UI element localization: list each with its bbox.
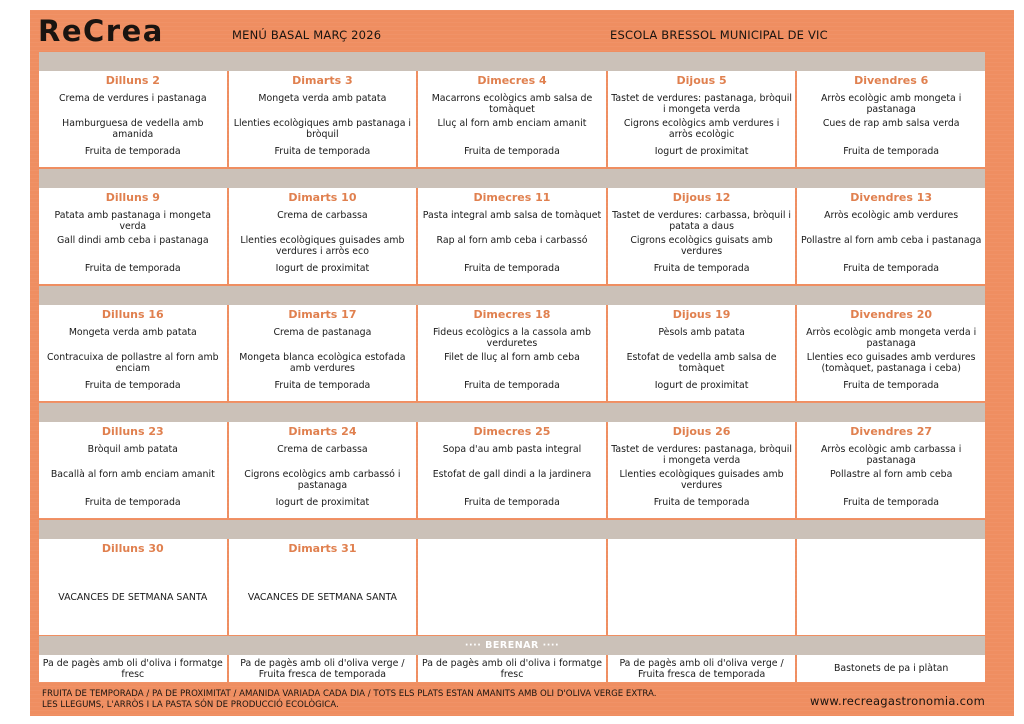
dish-first: Arròs ecològic amb mongeta i pastanaga [820,93,962,116]
dish-first: Sopa d'au amb pasta integral [442,444,582,455]
dish-dessert: Fruita de temporada [274,380,371,391]
menu-title: MENÚ BASAL MARÇ 2026 [232,28,382,42]
dish-second: Lluç al forn amb enciam amanit [437,118,587,129]
dish-first: Mongeta verda amb patata [258,93,387,104]
week-separator [39,520,985,539]
week-row-5 [39,539,985,637]
dish-second: Estofat de vedella amb salsa de tomàquet [626,352,777,375]
dish-second: Cigrons ecològics guisats amb verdures [630,235,773,258]
dish-dessert: Fruita de temporada [84,497,181,508]
dish-dessert: Fruita de temporada [84,380,181,391]
dish-first: Pèsols amb patata [658,327,745,338]
footer-note-line: LES LLEGUMS, L'ARRÒS I LA PASTA SÓN DE PRODUCCIÓ ECOLÒGICA. [42,699,339,710]
dish-second: Llenties ecològiques amb pastanaga i bròquil [233,118,412,141]
day-cell [229,422,417,518]
dish-second: Cigrons ecològics amb verdures i arròs ecològic [623,118,780,141]
dish-dessert: Fruita de temporada [84,263,181,274]
dish-dessert: Fruita de temporada [843,146,940,157]
day-cell [608,188,796,284]
day-cell [797,71,985,167]
day-cell [39,188,227,284]
day-title: Dijous 12 [672,191,731,204]
holiday-note: VACANCES DE SETMANA SANTA [247,592,397,603]
dish-first: Crema de carbassa [277,210,368,221]
dish-second: Pollastre al forn amb ceba i pastanaga [801,235,982,246]
day-cell [797,422,985,518]
dish-dessert: Iogurt de proximitat [654,380,749,391]
snack-cell: Pa de pagès amb oli d'oliva verge / Fruita fresca de temporada [229,655,417,682]
menu-frame [30,10,1014,716]
week-separator [39,286,985,305]
dish-second: Llenties ecològiques guisades amb verdures i arròs eco [240,235,405,258]
dish-dessert: Fruita de temporada [464,497,560,508]
day-cell [608,305,796,401]
snack-cell: Pa de pagès amb oli d'oliva i formatge fresc [39,655,227,682]
dish-first: Tastet de verdures: carbassa, bròquil i patata a daus [612,210,792,233]
week-separator [39,52,985,71]
dish-first: Arròs ecològic amb verdures [824,210,959,221]
snack-cell: Bastonets de pa i plàtan [797,655,985,682]
day-title: Dimarts 31 [288,542,357,555]
empty-day-cell [418,539,606,635]
day-title: Dimecres 25 [473,425,551,438]
dish-second: Contracuixa de pollastre al forn amb enciam [47,352,219,375]
dish-first: Mongeta verda amb patata [68,327,197,338]
day-title: Divendres 20 [850,308,933,321]
berenar-row [39,655,985,682]
brand-logo: ReCrea [38,14,164,48]
week-row-3 [39,305,985,403]
day-title: Dimecres 4 [477,74,547,87]
day-cell [229,188,417,284]
dish-first: Crema de verdures i pastanaga [58,93,207,104]
snack-cell: Pa de pagès amb oli d'oliva verge / Fruita fresca de temporada [608,655,796,682]
week-row-4 [39,422,985,520]
website-link[interactable]: www.recreagastronomia.com [810,694,986,708]
day-title: Dimarts 17 [288,308,357,321]
day-title: Divendres 13 [850,191,933,204]
dish-dessert: Iogurt de proximitat [654,146,749,157]
dish-dessert: Fruita de temporada [843,497,940,508]
day-cell [797,188,985,284]
dish-dessert: Fruita de temporada [843,380,940,391]
school-name: ESCOLA BRESSOL MUNICIPAL DE VIC [610,28,828,42]
footer-note-line: FRUITA DE TEMPORADA / PA DE PROXIMITAT / AMANIDA VARIADA CADA DIA / TOTS ELS PLATS ESTAN AMANITS AMB OLI D'OLIVA VERGE EXTRA. [42,689,657,699]
day-title: Divendres 27 [850,425,933,438]
dish-first: Crema de pastanaga [273,327,372,338]
day-title: Dilluns 23 [101,425,164,438]
dish-first: Arròs ecològic amb carbassa i pastanaga [820,444,962,467]
dish-dessert: Iogurt de proximitat [275,497,370,508]
dish-first: Fideus ecològics a la cassola amb verduretes [432,327,591,350]
day-title: Dijous 19 [672,308,731,321]
dish-first: Bròquil amb patata [87,444,178,455]
day-title: Dilluns 30 [101,542,164,555]
dish-second: Pollastre al forn amb ceba [829,469,953,480]
day-title: Dimarts 24 [288,425,357,438]
dish-second: Mongeta blanca ecològica estofada amb verdures [239,352,406,375]
dish-first: Tastet de verdures: pastanaga, bròquil i mongeta verda [611,444,792,467]
day-cell [39,305,227,401]
menu-grid [39,52,985,682]
week-row-1 [39,71,985,169]
dish-dessert: Fruita de temporada [653,497,750,508]
dish-dessert: Fruita de temporada [464,263,560,274]
day-cell [229,539,417,635]
dish-dessert: Fruita de temporada [464,380,560,391]
day-cell [229,71,417,167]
day-cell [418,71,606,167]
week-separator [39,403,985,422]
dish-second: Gall dindi amb ceba i pastanaga [56,235,209,246]
dish-first: Macarrons ecològics amb salsa de tomàquet [431,93,593,116]
footer-note [42,689,802,710]
empty-day-cell [797,539,985,635]
dish-second: Estofat de gall dindi a la jardinera [432,469,592,480]
dish-second: Rap al forn amb ceba i carbassó [436,235,588,246]
header [30,10,1014,52]
day-title: Dijous 26 [672,425,731,438]
dish-second: Cues de rap amb salsa verda [822,118,960,129]
day-cell [608,422,796,518]
dish-second: Filet de lluç al forn amb ceba [444,352,580,363]
dish-second: Llenties ecològiques guisades amb verdures [619,469,784,492]
day-title: Dimecres 18 [473,308,551,321]
day-cell [418,422,606,518]
dish-dessert: Fruita de temporada [84,146,181,157]
day-cell [39,422,227,518]
week-row-2 [39,188,985,286]
dish-second: Hamburguesa de vedella amb amanida [62,118,204,141]
dish-dessert: Fruita de temporada [274,146,371,157]
day-title: Dilluns 9 [105,191,160,204]
empty-day-cell [608,539,796,635]
day-title: Dimecres 11 [473,191,551,204]
day-title: Dilluns 16 [101,308,164,321]
week-separator [39,169,985,188]
dish-second: Cigrons ecològics amb carbassó i pastanaga [244,469,401,492]
snack-cell: Pa de pagès amb oli d'oliva i formatge fresc [418,655,606,682]
day-title: Dimarts 10 [288,191,357,204]
day-title: Dilluns 2 [105,74,160,87]
day-title: Dijous 5 [676,74,727,87]
dish-dessert: Fruita de temporada [843,263,940,274]
day-cell [418,188,606,284]
day-cell [797,305,985,401]
day-title: Divendres 6 [854,74,929,87]
dish-first: Tastet de verdures: pastanaga, bròquil i mongeta verda [611,93,792,116]
dish-dessert: Iogurt de proximitat [275,263,370,274]
holiday-note: VACANCES DE SETMANA SANTA [58,592,208,603]
day-cell [229,305,417,401]
dish-dessert: Fruita de temporada [464,146,560,157]
dish-first: Patata amb pastanaga i mongeta verda [54,210,212,233]
day-title: Dimarts 3 [292,74,353,87]
berenar-header: ···· BERENAR ···· [39,636,985,655]
day-cell [39,539,227,635]
dish-first: Crema de carbassa [277,444,368,455]
dish-first: Pasta integral amb salsa de tomàquet [422,210,602,221]
day-cell [418,305,606,401]
dish-first: Arròs ecològic amb mongeta verda i pastanaga [806,327,977,350]
day-cell [608,71,796,167]
dish-dessert: Fruita de temporada [653,263,750,274]
dish-second: Bacallà al forn amb enciam amanit [50,469,215,480]
day-cell [39,71,227,167]
dish-second: Llenties eco guisades amb verdures (tomàquet, pastanaga i ceba) [806,352,976,375]
